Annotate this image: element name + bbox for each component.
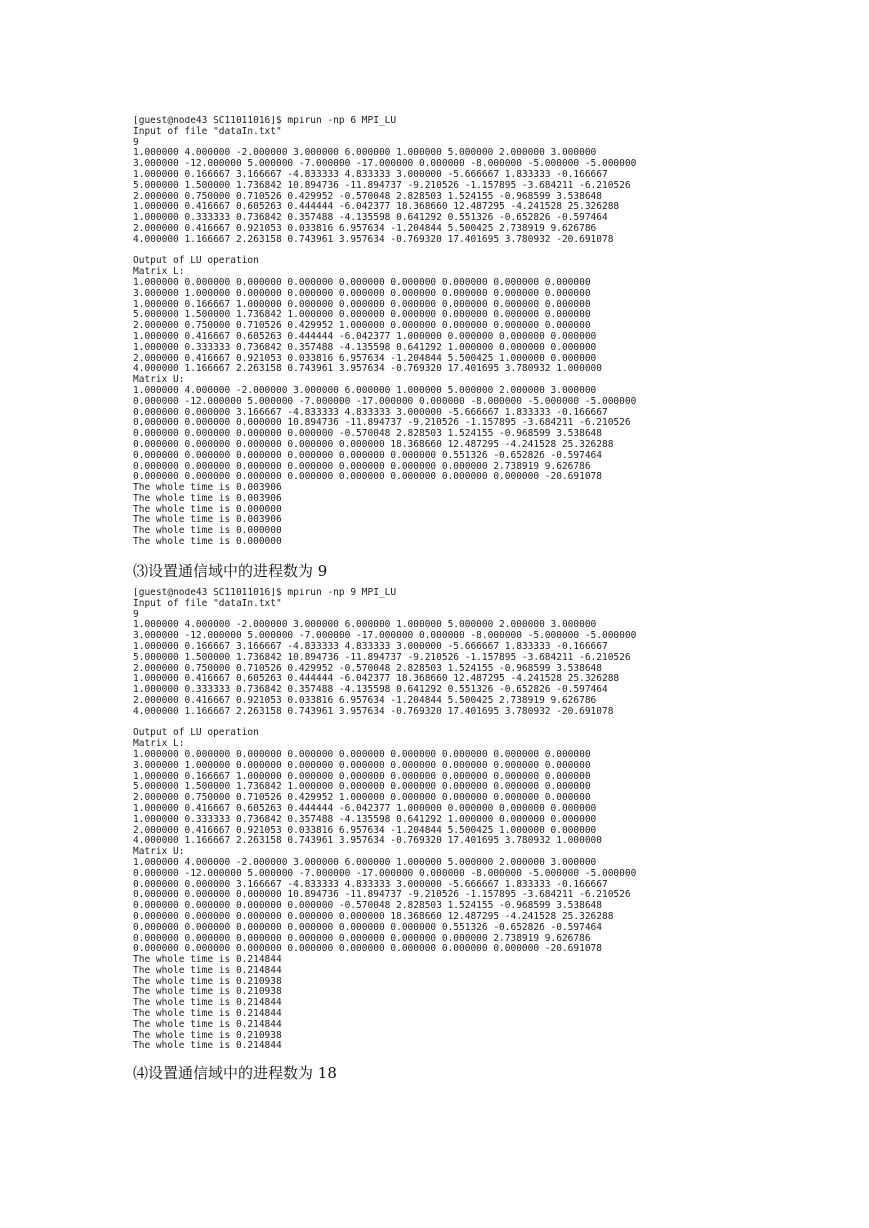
input-matrix-row: 4.000000 1.166667 2.263158 0.743961 3.957634 -0.769320 17.401695 3.780932 -20.691078 [133,705,614,717]
matrix-u-row: 0.000000 0.000000 0.000000 0.000000 0.000000 0.000000 0.000000 0.000000 -20.691078 [133,943,602,955]
matrix-u-row: 0.000000 0.000000 3.166667 -4.833333 4.833333 3.000000 -5.666667 1.833333 -0.166667 [133,406,608,418]
input-matrix-row: 1.000000 0.333333 0.736842 0.357488 -4.135598 0.641292 0.551326 -0.652826 -0.597464 [133,212,608,224]
section-caption-np9: ⑶设置通信域中的进程数为 9 [133,562,328,580]
terminal-output-np9 [133,588,833,1058]
input-matrix-row: 1.000000 4.000000 -2.000000 3.000000 6.000000 1.000000 5.000000 2.000000 3.000000 [133,147,597,159]
time-output-line: The whole time is 0.000000 [133,536,282,548]
matrix-l-row: 1.000000 0.416667 0.605263 0.444444 -6.042377 1.000000 0.000000 0.000000 0.000000 [133,330,597,342]
matrix-u-row: 1.000000 4.000000 -2.000000 3.000000 6.000000 1.000000 5.000000 2.000000 3.000000 [133,856,597,868]
matrix-u-row: 0.000000 0.000000 0.000000 10.894736 -11.894737 -9.210526 -1.157895 -3.684211 -6.210526 [133,889,631,901]
time-output-line: The whole time is 0.210938 [133,1029,282,1041]
matrix-l-row: 1.000000 0.000000 0.000000 0.000000 0.000000 0.000000 0.000000 0.000000 0.000000 [133,276,591,288]
input-matrix-row: 2.000000 0.750000 0.710526 0.429952 -0.570048 2.828503 1.524155 -0.968599 3.538648 [133,190,602,202]
matrix-l-row: 1.000000 0.000000 0.000000 0.000000 0.000000 0.000000 0.000000 0.000000 0.000000 [133,748,591,760]
time-output-line: The whole time is 0.214844 [133,1040,282,1052]
matrix-l-row: 2.000000 0.750000 0.710526 0.429952 1.000000 0.000000 0.000000 0.000000 0.000000 [133,792,591,804]
matrix-u-row: 0.000000 0.000000 0.000000 0.000000 0.000000 0.000000 0.551326 -0.652826 -0.597464 [133,449,602,461]
matrix-u-row: 0.000000 -12.000000 5.000000 -7.000000 -17.000000 0.000000 -8.000000 -5.000000 -5.000000 [133,395,637,407]
matrix-size-line: 9 [133,136,139,148]
matrix-l-row: 1.000000 0.166667 1.000000 0.000000 0.000000 0.000000 0.000000 0.000000 0.000000 [133,298,591,310]
input-matrix-row: 3.000000 -12.000000 5.000000 -7.000000 -17.000000 0.000000 -8.000000 -5.000000 -5.000000 [133,158,637,170]
input-matrix-row: 4.000000 1.166667 2.263158 0.743961 3.957634 -0.769320 17.401695 3.780932 -20.691078 [133,233,614,245]
matrix-l-row: 4.000000 1.166667 2.263158 0.743961 3.957634 -0.769320 17.401695 3.780932 1.000000 [133,835,602,847]
time-output-line: The whole time is 0.210938 [133,986,282,998]
matrix-u-row: 0.000000 0.000000 0.000000 0.000000 0.000000 18.368660 12.487295 -4.241528 25.326288 [133,438,614,450]
shell-prompt-line: [guest@node43 SC11011016]$ mpirun -np 6 MPI_LU [133,116,397,126]
output-header-line: Output of LU operation [133,255,259,267]
matrix-l-row: 1.000000 0.333333 0.736842 0.357488 -4.135598 0.641292 1.000000 0.000000 0.000000 [133,813,597,825]
input-matrix-row: 5.000000 1.500000 1.736842 10.894736 -11.894737 -9.210526 -1.157895 -3.684211 -6.210526 [133,179,631,191]
matrix-u-row: 0.000000 0.000000 0.000000 0.000000 0.000000 0.000000 0.000000 2.738919 9.626786 [133,932,591,944]
input-matrix-row: 1.000000 0.166667 3.166667 -4.833333 4.833333 3.000000 -5.666667 1.833333 -0.166667 [133,168,608,180]
input-matrix-row: 1.000000 0.416667 0.605263 0.444444 -6.042377 18.368660 12.487295 -4.241528 25.326288 [133,673,620,685]
matrix-u-row: 1.000000 4.000000 -2.000000 3.000000 6.000000 1.000000 5.000000 2.000000 3.000000 [133,384,597,396]
matrix-l-row: 2.000000 0.750000 0.710526 0.429952 1.000000 0.000000 0.000000 0.000000 0.000000 [133,320,591,332]
matrix-l-row: 1.000000 0.166667 1.000000 0.000000 0.000000 0.000000 0.000000 0.000000 0.000000 [133,770,591,782]
matrix-u-row: 0.000000 0.000000 0.000000 10.894736 -11.894737 -9.210526 -1.157895 -3.684211 -6.210526 [133,417,631,429]
input-header-line: Input of file "dataIn.txt" [133,125,282,137]
time-output-line: The whole time is 0.214844 [133,997,282,1009]
matrix-u-row: 0.000000 0.000000 3.166667 -4.833333 4.833333 3.000000 -5.666667 1.833333 -0.166667 [133,878,608,890]
matrix-u-row: 0.000000 -12.000000 5.000000 -7.000000 -17.000000 0.000000 -8.000000 -5.000000 -5.000000 [133,867,637,879]
matrix-l-row: 5.000000 1.500000 1.736842 1.000000 0.000000 0.000000 0.000000 0.000000 0.000000 [133,309,591,321]
input-matrix-row: 2.000000 0.416667 0.921053 0.033816 6.957634 -1.204844 5.500425 2.738919 9.626786 [133,694,597,706]
time-output-line: The whole time is 0.214844 [133,1008,282,1020]
matrix-u-label: Matrix U: [133,374,185,386]
time-output-line: The whole time is 0.210938 [133,975,282,987]
matrix-l-label: Matrix L: [133,738,185,750]
matrix-u-row: 0.000000 0.000000 0.000000 0.000000 -0.570048 2.828503 1.524155 -0.968599 3.538648 [133,900,602,912]
input-matrix-row: 2.000000 0.750000 0.710526 0.429952 -0.570048 2.828503 1.524155 -0.968599 3.538648 [133,662,602,674]
input-header-line: Input of file "dataIn.txt" [133,597,282,609]
matrix-l-label: Matrix L: [133,266,185,278]
input-matrix-row: 1.000000 4.000000 -2.000000 3.000000 6.000000 1.000000 5.000000 2.000000 3.000000 [133,619,597,631]
matrix-u-row: 0.000000 0.000000 0.000000 0.000000 0.000000 0.000000 0.000000 0.000000 -20.691078 [133,471,602,483]
matrix-l-row: 5.000000 1.500000 1.736842 1.000000 0.000000 0.000000 0.000000 0.000000 0.000000 [133,781,591,793]
input-matrix-row: 2.000000 0.416667 0.921053 0.033816 6.957634 -1.204844 5.500425 2.738919 9.626786 [133,222,597,234]
time-output-line: The whole time is 0.003906 [133,492,282,504]
shell-prompt-line: [guest@node43 SC11011016]$ mpirun -np 9 MPI_LU [133,588,397,598]
matrix-l-row: 4.000000 1.166667 2.263158 0.743961 3.957634 -0.769320 17.401695 3.780932 1.000000 [133,363,602,375]
time-output-line: The whole time is 0.214844 [133,1018,282,1030]
input-matrix-row: 1.000000 0.166667 3.166667 -4.833333 4.833333 3.000000 -5.666667 1.833333 -0.166667 [133,640,608,652]
matrix-l-row: 2.000000 0.416667 0.921053 0.033816 6.957634 -1.204844 5.500425 1.000000 0.000000 [133,824,597,836]
input-matrix-row: 5.000000 1.500000 1.736842 10.894736 -11.894737 -9.210526 -1.157895 -3.684211 -6.210526 [133,651,631,663]
matrix-size-line: 9 [133,608,139,620]
time-output-line: The whole time is 0.000000 [133,525,282,537]
input-matrix-row: 1.000000 0.333333 0.736842 0.357488 -4.135598 0.641292 0.551326 -0.652826 -0.597464 [133,684,608,696]
section-caption-np18: ⑷设置通信域中的进程数为 18 [133,1064,337,1082]
matrix-u-row: 0.000000 0.000000 0.000000 0.000000 0.000000 0.000000 0.000000 2.738919 9.626786 [133,460,591,472]
matrix-l-row: 1.000000 0.333333 0.736842 0.357488 -4.135598 0.641292 1.000000 0.000000 0.000000 [133,341,597,353]
input-matrix-row: 1.000000 0.416667 0.605263 0.444444 -6.042377 18.368660 12.487295 -4.241528 25.326288 [133,201,620,213]
time-output-line: The whole time is 0.000000 [133,503,282,515]
matrix-u-row: 0.000000 0.000000 0.000000 0.000000 -0.570048 2.828503 1.524155 -0.968599 3.538648 [133,428,602,440]
time-output-line: The whole time is 0.003906 [133,514,282,526]
matrix-l-row: 2.000000 0.416667 0.921053 0.033816 6.957634 -1.204844 5.500425 1.000000 0.000000 [133,352,597,364]
matrix-l-row: 3.000000 1.000000 0.000000 0.000000 0.000000 0.000000 0.000000 0.000000 0.000000 [133,287,591,299]
matrix-u-row: 0.000000 0.000000 0.000000 0.000000 0.000000 18.368660 12.487295 -4.241528 25.326288 [133,910,614,922]
matrix-u-label: Matrix U: [133,846,185,858]
matrix-l-row: 3.000000 1.000000 0.000000 0.000000 0.000000 0.000000 0.000000 0.000000 0.000000 [133,759,591,771]
terminal-output-np6 [133,116,833,556]
matrix-l-row: 1.000000 0.416667 0.605263 0.444444 -6.042377 1.000000 0.000000 0.000000 0.000000 [133,802,597,814]
output-header-line: Output of LU operation [133,727,259,739]
time-output-line: The whole time is 0.214844 [133,954,282,966]
time-output-line: The whole time is 0.003906 [133,482,282,494]
time-output-line: The whole time is 0.214844 [133,964,282,976]
input-matrix-row: 3.000000 -12.000000 5.000000 -7.000000 -17.000000 0.000000 -8.000000 -5.000000 -5.000000 [133,630,637,642]
matrix-u-row: 0.000000 0.000000 0.000000 0.000000 0.000000 0.000000 0.551326 -0.652826 -0.597464 [133,921,602,933]
